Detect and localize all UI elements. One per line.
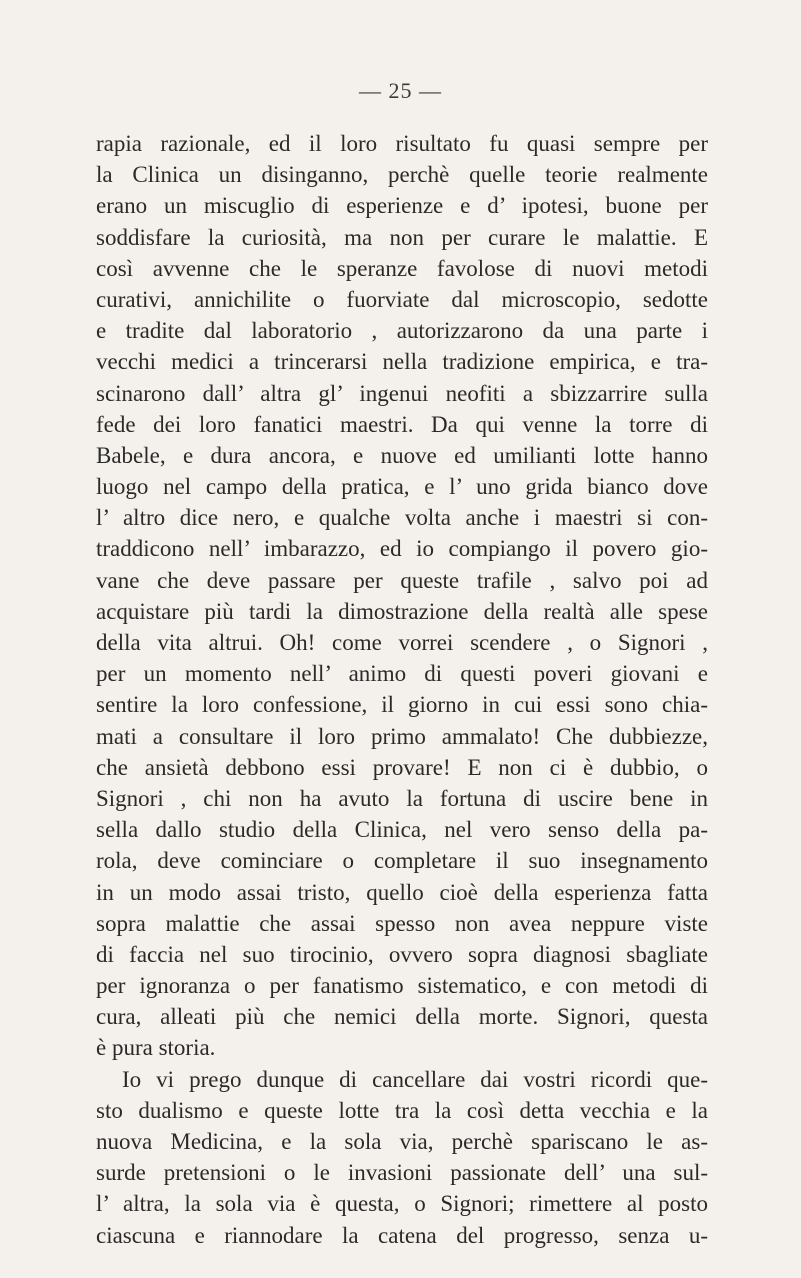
text-line: la Clinica un disinganno, perchè quelle teorie realmente — [96, 162, 708, 188]
text-line: fede dei loro fanatici maestri. Da qui venne la torre di — [96, 411, 708, 437]
text-line: per un momento nell’ animo di questi poveri giovani e — [96, 661, 708, 687]
text-line: è pura storia. — [96, 1035, 216, 1061]
text-line: acquistare più tardi la dimostrazione della realtà alle spese — [96, 598, 708, 624]
text-line: Signori , chi non ha avuto la fortuna di uscire bene in — [96, 785, 708, 811]
text-line: cura, alleati più che nemici della morte. Signori, questa — [96, 1004, 708, 1030]
text-line: vecchi medici a trincerarsi nella tradizione empirica, e tra- — [96, 349, 708, 375]
text-line: sopra malattie che assai spesso non avea neppure viste — [96, 910, 708, 936]
text-line: che ansietà debbono essi provare! E non ci è dubbio, o — [96, 754, 708, 780]
text-line: vane che deve passare per queste trafile , salvo poi ad — [96, 567, 708, 593]
text-line: di faccia nel suo tirocinio, ovvero sopra diagnosi sbagliate — [96, 941, 708, 967]
text-line: in un modo assai tristo, quello cioè della esperienza fatta — [96, 879, 708, 905]
text-line: scinarono dall’ altra gl’ ingenui neofiti a sbizzarrire sulla — [96, 380, 708, 406]
text-line: l’ altro dice nero, e qualche volta anche i maestri si con- — [96, 505, 708, 531]
text-line: mati a consultare il loro primo ammalato! Che dubbiezze, — [96, 723, 708, 749]
text-line: sella dallo studio della Clinica, nel vero senso della pa- — [96, 817, 708, 843]
text-line: l’ altra, la sola via è questa, o Signori; rimettere al posto — [96, 1191, 708, 1217]
text-line: per ignoranza o per fanatismo sistematico, e con metodi di — [96, 973, 708, 999]
text-line: traddicono nell’ imbarazzo, ed io compiango il povero gio- — [96, 536, 708, 562]
text-line: Babele, e dura ancora, e nuove ed umilianti lotte hanno — [96, 442, 708, 468]
text-line: così avvenne che le speranze favolose di nuovi metodi — [96, 255, 708, 281]
text-line: rapia razionale, ed il loro risultato fu quasi sempre per — [96, 131, 708, 156]
text-line: surde pretensioni o le invasioni passionate dell’ una sul- — [96, 1160, 708, 1186]
text-line: erano un miscuglio di esperienze e d’ ipotesi, buone per — [96, 193, 708, 219]
text-line: sto dualismo e queste lotte tra la così detta vecchia e la — [96, 1097, 708, 1123]
text-line: curativi, annichilite o fuorviate dal microscopio, sedotte — [96, 286, 708, 312]
body-text — [96, 128, 708, 1251]
text-line: ciascuna e riannodare la catena del progresso, senza u- — [96, 1222, 708, 1248]
text-line: sentire la loro confessione, il giorno in cui essi sono chia- — [96, 692, 708, 718]
text-line: soddisfare la curiosità, ma non per curare le malattie. E — [96, 224, 708, 250]
page-number: — 25 — — [359, 78, 442, 103]
text-line: della vita altrui. Oh! come vorrei scendere , o Signori , — [96, 630, 708, 655]
text-line: luogo nel campo della pratica, e l’ uno grida bianco dove — [96, 474, 708, 500]
text-line: e tradite dal laboratorio , autorizzarono da una parte i — [96, 318, 708, 344]
text-line: rola, deve cominciare o completare il suo insegnamento — [96, 848, 708, 874]
text-line: Io vi prego dunque di cancellare dai vostri ricordi que- — [122, 1066, 708, 1092]
text-line: nuova Medicina, e la sola via, perchè spariscano le as- — [96, 1129, 708, 1154]
